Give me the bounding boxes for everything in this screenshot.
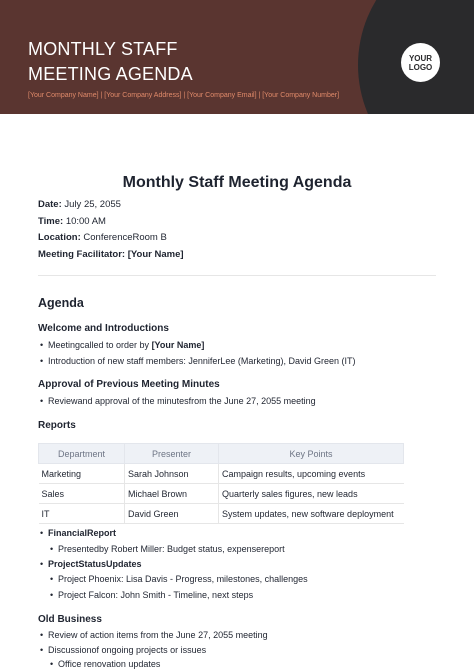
section-divider	[38, 275, 436, 276]
date-value: July 25, 2055	[64, 199, 121, 210]
document-title: Monthly Staff Meeting Agenda	[122, 174, 352, 191]
project-item2: Project Falcon: John Smith - Timeline, next steps	[58, 590, 254, 600]
time-row	[38, 214, 184, 231]
table-row	[39, 504, 404, 524]
reports-table	[38, 443, 404, 524]
list-item	[40, 559, 142, 569]
table-cell: System updates, new software deployment	[219, 504, 404, 524]
table-row	[39, 464, 404, 484]
header-title-line1: MONTHLY STAFF	[28, 39, 178, 59]
list-item	[50, 659, 160, 669]
table-header-key-points: Key Points	[219, 444, 404, 464]
facilitator-label: Meeting Facilitator:	[38, 249, 126, 261]
financial-item: Presentedby Robert Miller: Budget status, expensereport	[58, 544, 285, 554]
location-row	[38, 230, 184, 247]
list-item	[50, 590, 253, 600]
location-value: ConferenceRoom B	[83, 232, 167, 244]
approval-heading: Approval of Previous Meeting Minutes	[38, 379, 220, 390]
project-item1: Project Phoenix: Lisa Davis - Progress, milestones, challenges	[58, 574, 308, 584]
date-row	[38, 197, 184, 214]
old-business-heading: Old Business	[38, 614, 102, 625]
table-cell: Sarah Johnson	[125, 464, 219, 484]
company-info: [Your Company Name] | [Your Company Address] | [Your Company Email] | [Your Company Number]	[28, 92, 340, 99]
table-header-department: Department	[39, 444, 125, 464]
old-business-item3: Office renovation updates	[58, 659, 161, 669]
table-cell: Michael Brown	[125, 484, 219, 504]
old-business-item2: Discussionof ongoing projects or issues	[48, 645, 207, 655]
approval-item1: Reviewand approval of the minutesfrom the June 27, 2055 meeting	[48, 396, 316, 406]
bullet-icon: •	[40, 630, 44, 640]
table-cell: Sales	[39, 484, 125, 504]
table-row	[39, 484, 404, 504]
table-cell: IT	[39, 504, 125, 524]
time-label: Time:	[38, 215, 64, 227]
financial-heading: FinancialReport	[48, 528, 117, 538]
header-banner	[0, 0, 474, 114]
list-item	[40, 396, 316, 406]
table-header-row	[39, 444, 404, 464]
bullet-icon: •	[40, 528, 44, 538]
bullet-icon: •	[40, 356, 44, 366]
table-cell: Quarterly sales figures, new leads	[219, 484, 404, 504]
time-value: 10:00 AM	[65, 215, 106, 227]
reports-heading: Reports	[38, 420, 76, 431]
list-item	[40, 356, 355, 366]
list-item	[50, 544, 285, 554]
welcome-item1-text: Meetingcalled to order by	[48, 340, 152, 350]
logo-text-line2: LOGO	[408, 62, 433, 72]
table-cell: David Green	[125, 504, 219, 524]
company-logo	[401, 43, 440, 82]
table-header-presenter: Presenter	[125, 444, 219, 464]
bullet-icon: •	[50, 659, 54, 669]
table-cell: Campaign results, upcoming events	[219, 464, 404, 484]
bullet-icon: •	[40, 559, 44, 569]
list-item	[50, 574, 308, 584]
header-title	[28, 37, 348, 87]
welcome-item1-name: [Your Name]	[151, 340, 205, 350]
project-heading: ProjectStatusUpdates	[48, 559, 142, 569]
facilitator-value: [Your Name]	[127, 249, 184, 261]
list-item	[40, 630, 268, 640]
logo-text-line1: YOUR	[408, 53, 433, 63]
bullet-icon: •	[40, 645, 44, 655]
list-item	[40, 340, 204, 350]
bullet-icon: •	[50, 574, 54, 584]
facilitator-row	[38, 247, 184, 264]
bullet-icon: •	[40, 340, 44, 350]
bullet-icon: •	[40, 396, 44, 406]
header-title-line2: MEETING AGENDA	[28, 64, 193, 84]
date-label: Date:	[38, 199, 62, 210]
table-cell: Marketing	[39, 464, 125, 484]
meeting-details	[38, 197, 184, 264]
list-item	[40, 645, 206, 655]
old-business-item1: Review of action items from the June 27, 2055 meeting	[48, 630, 268, 640]
bullet-icon: •	[50, 590, 54, 600]
bullet-icon: •	[50, 544, 54, 554]
welcome-heading: Welcome and Introductions	[38, 323, 169, 334]
welcome-item2: Introduction of new staff members: JenniferLee (Marketing), David Green (IT)	[48, 356, 356, 366]
location-label: Location:	[38, 232, 81, 244]
agenda-heading: Agenda	[38, 296, 84, 310]
list-item	[40, 528, 116, 538]
